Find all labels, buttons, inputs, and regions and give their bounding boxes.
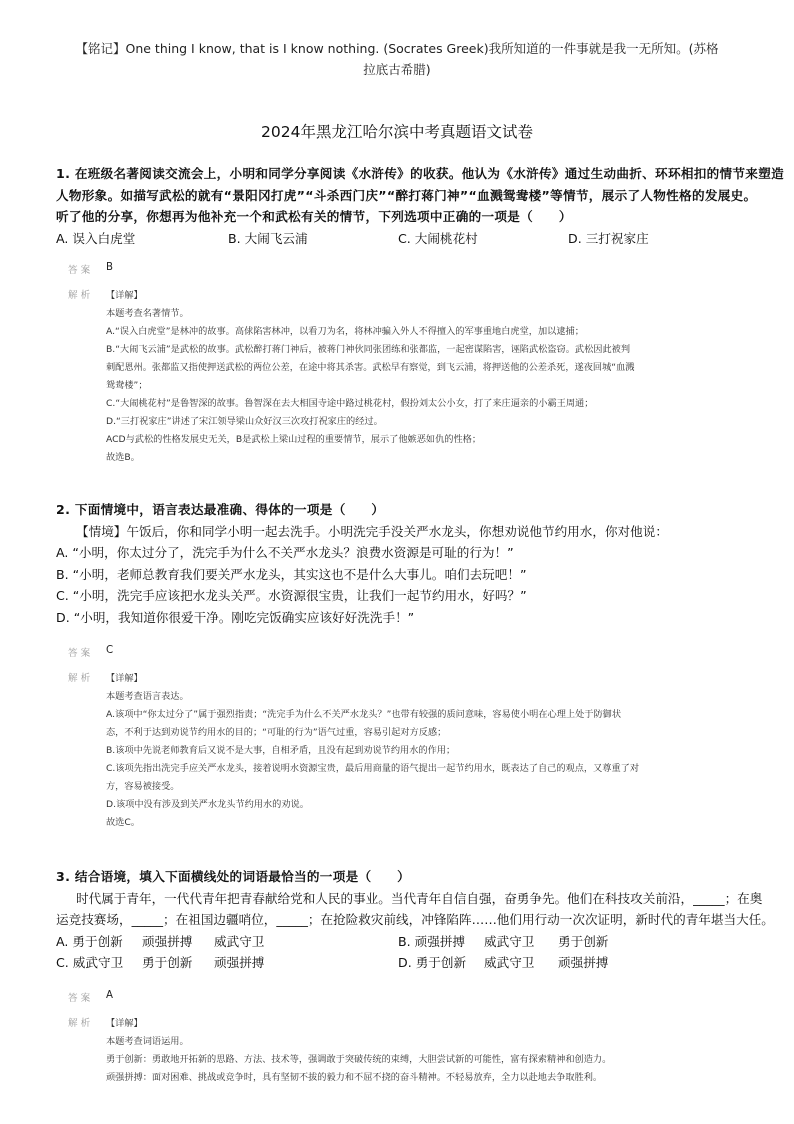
explanation-line: 勇于创新：勇敢地开拓新的思路、方法、技术等，强调敢于突破传统的束缚，大胆尝试新的可能性，富有探索精神和创造力。 — [106, 1054, 612, 1065]
explanation-line: 【详解】 — [106, 1018, 143, 1029]
explanation-line: A.“误入白虎堂”是林冲的故事。高俅陷害林冲，以看刀为名，将林冲骗入外人不得擅入的军事重地白虎堂，加以逮捕； — [106, 326, 584, 337]
option-a-word: 威武守卫 — [214, 933, 265, 949]
explanation-line: 【详解】 — [106, 290, 143, 301]
stem-line: 听了他的分享，你想再为他补充一个和武松有关的情节，下列选项中正确的一项是（ ） — [56, 209, 572, 224]
option-b[interactable]: B. 大闹飞云浦 — [228, 230, 308, 246]
option-d-word: 威武守卫 — [484, 955, 535, 970]
option-b[interactable]: B. “小明，老师总教育我们要关严水龙头，其实这也不是什么大事儿。咱们去玩吧！” — [56, 566, 527, 582]
option-d-word: 顽强拼搏 — [558, 955, 609, 970]
options-row — [56, 228, 746, 250]
explanation-line: 刺配恩州。张都监又指使押送武松的两位公差，在途中将其杀害。武松早有察觉，到飞云浦，将押送他的公差杀死，遂夜回城“血溅 — [106, 362, 635, 373]
explanation-label: 解 析 — [68, 290, 91, 301]
question-stem: 2. 下面情境中，语言表达最准确、得体的一项是（ ） — [56, 502, 385, 517]
explanation-line: D.该项中没有涉及到关严水龙头节约用水的劝说。 — [106, 799, 309, 810]
explanation-line: 态，不利于达到劝说节约用水的目的；“可耻的行为”语气过重，容易引起对方反感； — [106, 727, 447, 738]
option-b[interactable]: B. 顽强拼搏 — [398, 933, 466, 949]
explanation-line: 方，容易被接受。 — [106, 781, 180, 792]
question-2 — [56, 499, 746, 628]
explanation-line: 本题考查名著情节。 — [106, 308, 189, 319]
question-stem — [56, 163, 784, 228]
explanation-label: 解 析 — [68, 1018, 91, 1029]
option-c-word: 勇于创新 — [142, 955, 193, 970]
explanation-line: 鸳鸯楼”； — [106, 380, 148, 391]
answer-label: 答 案 — [68, 648, 91, 659]
options-row — [56, 931, 746, 953]
explanation-line: 故选B。 — [106, 452, 140, 463]
question-1 — [56, 163, 784, 249]
answer-label: 答 案 — [68, 993, 91, 1004]
explanation-body — [106, 670, 728, 832]
option-d[interactable]: D. 勇于创新 — [398, 955, 467, 970]
option-b-word: 威武守卫 — [484, 933, 535, 949]
motto-line: 拉底古希腊) — [363, 62, 431, 77]
option-c[interactable]: C. 威武守卫 — [56, 955, 124, 970]
question-stem: 3. 结合语境，填入下面横线处的词语最恰当的一项是（ ） — [56, 869, 411, 884]
option-b-word: 勇于创新 — [558, 933, 609, 949]
explanation-line: C.“大闹桃花村”是鲁智深的故事。鲁智深在去大相国寺途中路过桃花村，假扮刘太公小女，打了来庄逼亲的小霸王周通； — [106, 398, 594, 409]
option-a[interactable]: A. 误入白虎堂 — [56, 230, 136, 246]
motto-line: 【铭记】One thing I know, that is I know nothing. (Socrates Greek)我所知道的一件事就是我一无所知。(苏格 — [75, 41, 719, 56]
stem-line: 人物形象。如描写武松的就有“景阳冈打虎”“斗杀西门庆”“醉打蒋门神”“血溅鸳鸯楼”等情节，展示了人物性格的发展史。 — [56, 187, 757, 203]
explanation-line: 【详解】 — [106, 673, 143, 684]
explanation-line: 本题考查词语运用。 — [106, 1036, 189, 1047]
passage-line: 时代属于青年，一代代青年把青春献给党和人民的事业。当代青年自信自强，奋勇争先。他们在科技攻关前沿，_____；在奥 — [76, 890, 763, 906]
exam-title: 2024年黑龙江哈尔滨中考真题语文试卷 — [261, 123, 533, 141]
explanation-label: 解 析 — [68, 673, 91, 684]
option-a[interactable]: A. “小明，你太过分了，洗完手为什么不关严水龙头？浪费水资源是可耻的行为！” — [56, 545, 514, 560]
explanation-body — [106, 1015, 728, 1087]
question-context: 【情境】午饭后，你和同学小明一起去洗手。小明洗完手没关严水龙头，你想劝说他节约用水，你对他说： — [76, 523, 668, 539]
stem-line: 1. 在班级名著阅读交流会上，小明和同学分享阅读《水浒传》的收获。他认为《水浒传》通过生动曲折、环环相扣的情节来塑造 — [56, 166, 784, 181]
option-c[interactable]: C. 大闹桃花村 — [398, 230, 478, 246]
answer-value: B — [106, 262, 113, 273]
option-c-word: 顽强拼搏 — [214, 955, 265, 970]
explanation-line: B.“大闹飞云浦”是武松的故事。武松醉打蒋门神后，被蒋门神伙同张团练和张都监，一起密谋陷害，诬陷武松盗窃。武松因此被判 — [106, 344, 631, 355]
motto-header — [26, 38, 768, 80]
question-3 — [56, 866, 774, 974]
explanation-line: D.“三打祝家庄”讲述了宋江领导梁山众好汉三次攻打祝家庄的经过。 — [106, 416, 383, 427]
option-d[interactable]: D. 三打祝家庄 — [568, 230, 649, 246]
option-a-word: 顽强拼搏 — [142, 933, 193, 949]
explanation-line: 顽强拼搏：面对困难、挑战或竞争时，具有坚韧不拔的毅力和不屈不挠的奋斗精神。不轻易放弃，全力以赴地去争取胜利。 — [106, 1072, 603, 1083]
explanation-line: B.该项中先说老师教育后又说不是大事，自相矛盾，且没有起到劝说节约用水的作用； — [106, 745, 456, 756]
explanation-line: ACD与武松的性格发展史无关，B是武松上梁山过程的重要情节，展示了他嫉恶如仇的性格； — [106, 434, 482, 445]
options-row — [56, 952, 746, 974]
answer-value: C — [106, 645, 114, 656]
explanation-line: 本题考查语言表达。 — [106, 691, 189, 702]
passage-line: 运竞技赛场，_____；在祖国边疆哨位，_____；在抢险救灾前线，冲锋陷阵……他们用行动一次次证明，新时代的青年堪当大任。 — [56, 912, 774, 927]
answer-label: 答 案 — [68, 265, 91, 276]
explanation-body — [106, 287, 728, 467]
option-a[interactable]: A. 勇于创新 — [56, 933, 123, 949]
explanation-line: 故选C。 — [106, 817, 140, 828]
option-d[interactable]: D. “小明，我知道你很爱干净。刚吃完饭确实应该好好洗洗手！” — [56, 609, 415, 625]
explanation-line: A.该项中“你太过分了”属于强烈指责；“洗完手为什么不关严水龙头？”也带有较强的质问意味，容易使小明在心理上处于防御状 — [106, 709, 622, 720]
option-c[interactable]: C. “小明，洗完手应该把水龙头关严。水资源很宝贵，让我们一起节约用水，好吗？” — [56, 588, 527, 603]
answer-value: A — [106, 990, 113, 1001]
explanation-line: C.该项先指出洗完手应关严水龙头，接着说明水资源宝贵，最后用商量的语气提出一起节约用水，既表达了自己的观点，又尊重了对 — [106, 763, 640, 774]
